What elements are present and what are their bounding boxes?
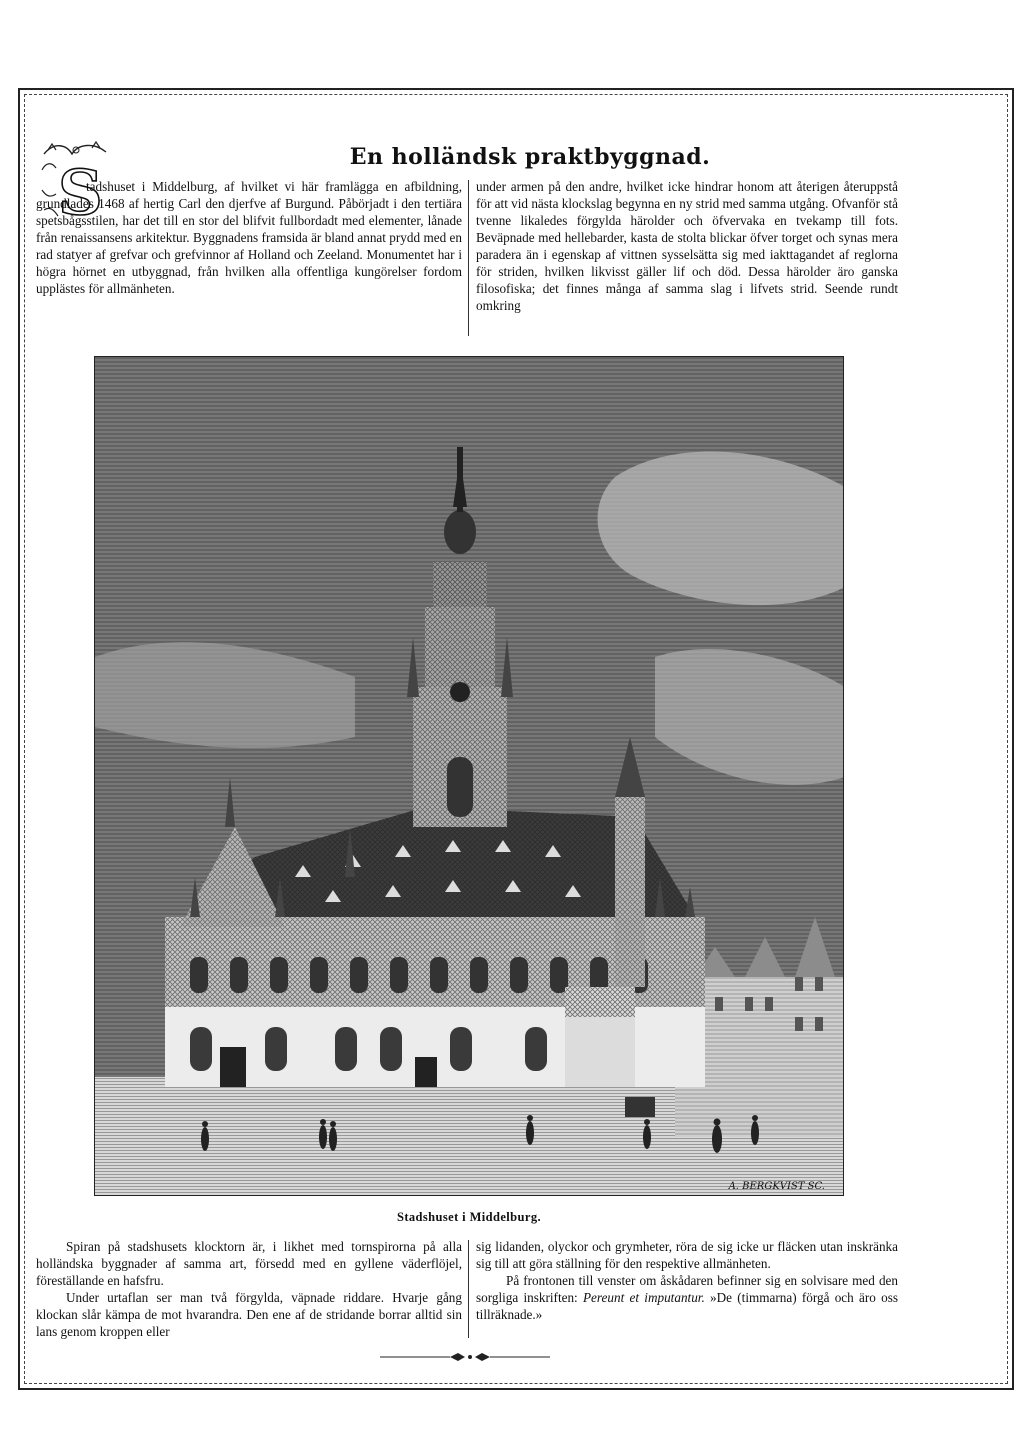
- article-title: En holländsk praktbyggnad.: [349, 144, 711, 170]
- illustration-caption: Stadshuset i Middelburg.: [396, 1210, 541, 1224]
- carriage: [625, 1097, 655, 1117]
- column-divider-bottom: [468, 1240, 469, 1338]
- column-top-left: [36, 178, 462, 297]
- engraver-signature: A. BERGKVIST SC.: [728, 1181, 825, 1192]
- bottom-left-paragraph-2: Under urtaflan ser man två förgylda, väpnade riddare. Hvarje gång klockan slår kämpa de mot hvarandra. Den ene af de stridande borrar alltid sin lans genom kroppen eller: [36, 1290, 462, 1339]
- column-top-right: [476, 178, 898, 314]
- column-divider-top: [468, 180, 469, 336]
- column-bottom-right: [476, 1238, 898, 1323]
- drop-cap-letter: S: [58, 156, 103, 222]
- engraving-illustration: [94, 356, 844, 1196]
- bottom-right-paragraph-2: [476, 1272, 898, 1323]
- tower-onion-dome: [444, 510, 476, 554]
- end-ornament: [380, 1352, 550, 1362]
- intro-paragraph: tadshuset i Middelburg, af hvilket vi här framlägga en afbildning, grundlades 1468 af hertig Carl den djerfve af Burgund. Påbörjadt i den tertiära spetsbågsstilen, har det till en stor del blifvit fullbordadt med elementer, lånade från renaissansens arkitektur. Byggnadens framsida är bland annat prydd med en rad statyer af grefvar och grefvinnor af Holland och Zeeland. Monumentet har i högra hörnet en utbyggnad, från hvilken alla offentliga kungörelser fordom upplästes för allmänheten.: [36, 179, 462, 296]
- paragraph-text-end: »De (timmarna) förgå och äro oss tillräknade.»: [476, 1290, 898, 1322]
- paragraph-text: På frontonen till venster om åskådaren befinner sig en solvisare med den sorgliga inskriften:: [476, 1273, 898, 1305]
- column-bottom-left: [36, 1238, 462, 1340]
- doorway: [415, 1057, 437, 1087]
- top-right-paragraph: under armen på den andre, hvilket icke hindrar honom att återigen återuppstå för att vid nästa klockslag begynna en ny strid med samma utgång. Ofvanför stå tvenne likaledes förgylda härolder och öfvervaka en tvekamp till fots. Beväpnade med hellebarder, kasta de stolta blickar öfver torget och synas mera paradera än i egenskap af vittnen sysselsätta sig med iakttagandet af reglorna för striden, hvilken likvisst gäller lif och död. Dessa härolder äro ganska filosofiska; det finnes många af samma slag i lifvets strid. Seende rundt omkring: [476, 179, 898, 313]
- bottom-right-paragraph-1: sig lidanden, olyckor och grymheter, röra de sig icke ur fläcken utan inskränka sig till att göra ställning för den respektive allmänheten.: [476, 1239, 898, 1271]
- clock-face: [450, 682, 470, 702]
- bottom-left-paragraph-1: Spiran på stadshusets klocktorn är, i likhet med tornspirorna på alla holländska byggnader af samma art, försedd med en gyllene väderflöjel, föreställande en hafsfru.: [36, 1239, 462, 1288]
- doorway: [220, 1047, 246, 1087]
- latin-inscription: Pereunt et imputantur.: [583, 1290, 705, 1305]
